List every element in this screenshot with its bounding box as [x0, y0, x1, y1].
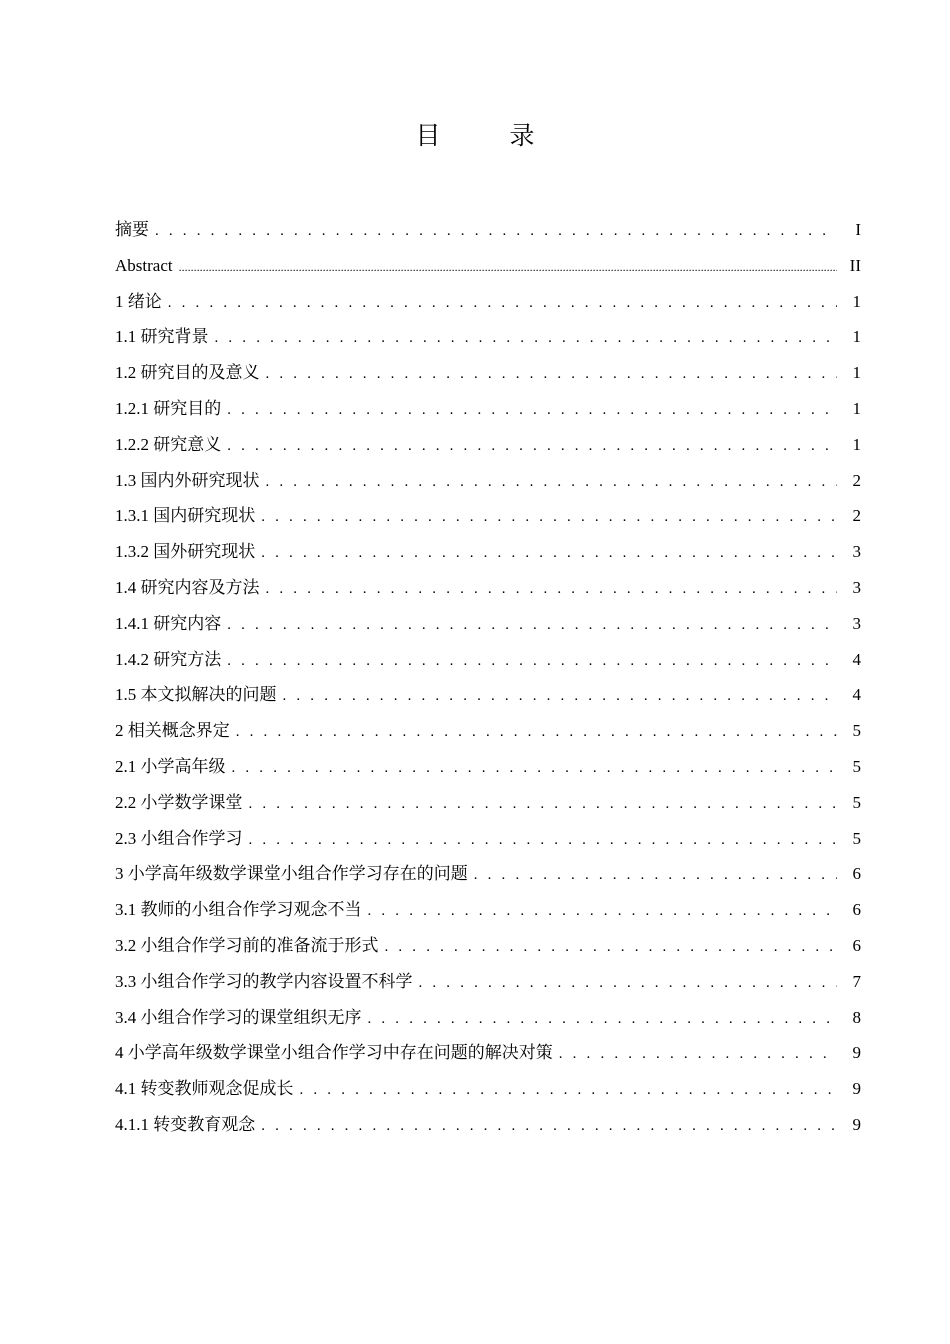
toc-page-number: 5	[852, 792, 861, 812]
toc-entry-label: 1.4.2 研究方法	[115, 649, 222, 669]
toc-page-number: 1	[852, 398, 861, 418]
toc-dot-leader	[227, 644, 837, 678]
toc-entry-label: 1.3.1 国内研究现状	[115, 506, 256, 526]
toc-entry-label: 4 小学高年级数学课堂小组合作学习中存在问题的解决对策	[115, 1043, 553, 1063]
toc-entry-abstract-en[interactable]	[115, 248, 861, 284]
toc-entry-1-3-2[interactable]	[115, 534, 861, 570]
toc-entry-label: 1.4 研究内容及方法	[115, 577, 260, 597]
toc-entry-1-4-2[interactable]	[115, 642, 861, 678]
toc-page-number: 8	[852, 1007, 861, 1027]
toc-page-number: 4	[852, 685, 861, 705]
toc-dot-leader	[227, 429, 837, 463]
toc-dot-leader	[232, 751, 838, 785]
toc-entry-label: 1.2.1 研究目的	[115, 398, 222, 418]
toc-page-number: 1	[852, 327, 861, 347]
toc-entry-abstract-cn[interactable]	[115, 212, 861, 248]
toc-page-number: 3	[852, 613, 861, 633]
toc-dot-leader	[261, 536, 837, 570]
toc-page-number: 3	[852, 542, 861, 562]
toc-entry-1[interactable]	[115, 284, 861, 320]
toc-dot-leader	[266, 465, 838, 499]
toc-dot-leader	[168, 286, 837, 320]
toc-entry-1-1[interactable]	[115, 319, 861, 355]
toc-entry-label: 2.2 小学数学课堂	[115, 792, 243, 812]
toc-dot-leader	[236, 715, 837, 749]
toc-page-number: 4	[852, 649, 861, 669]
toc-entry-3-1[interactable]	[115, 892, 861, 928]
toc-page-number: 1	[852, 291, 861, 311]
toc-entry-label: 1.2 研究目的及意义	[115, 363, 260, 383]
toc-dot-leader	[283, 679, 838, 713]
toc-dot-leader	[474, 858, 837, 892]
toc-dot-leader	[227, 393, 837, 427]
toc-page-number: 6	[852, 900, 861, 920]
toc-page-number: 5	[852, 756, 861, 776]
toc-entry-label: 3.2 小组合作学习前的准备流于形式	[115, 935, 379, 955]
toc-page-number: 6	[852, 864, 861, 884]
toc-page-number: 2	[852, 506, 861, 526]
toc-entry-3-3[interactable]	[115, 964, 861, 1000]
toc-entry-4-1[interactable]	[115, 1071, 861, 1107]
toc-page-number: 9	[852, 1043, 861, 1063]
toc-page-number: 2	[852, 470, 861, 490]
toc-dot-leader	[368, 894, 838, 928]
toc-entry-label: 1.5 本文拟解决的问题	[115, 685, 277, 705]
toc-entry-4-1-1[interactable]	[115, 1107, 861, 1143]
toc-entry-label: 4.1.1 转变教育观念	[115, 1114, 256, 1134]
toc-page-number: 1	[852, 363, 861, 383]
toc-entry-2[interactable]	[115, 713, 861, 749]
toc-dot-leader	[300, 1073, 838, 1107]
toc-page-number: 3	[852, 577, 861, 597]
toc-entry-1-3-1[interactable]	[115, 498, 861, 534]
toc-entry-label: 摘要	[115, 220, 149, 239]
toc-dot-leader	[266, 357, 838, 391]
toc-entry-2-3[interactable]	[115, 821, 861, 857]
toc-page-number: 1	[852, 434, 861, 454]
toc-entry-1-3[interactable]	[115, 463, 861, 499]
toc-dot-leader	[249, 787, 838, 821]
toc-page-number: 5	[852, 721, 861, 741]
toc-entry-1-2[interactable]	[115, 355, 861, 391]
toc-entry-label: 1.1 研究背景	[115, 327, 209, 347]
toc-dot-leader	[385, 930, 838, 964]
toc-entry-label: 1.4.1 研究内容	[115, 613, 222, 633]
toc-entry-1-5[interactable]	[115, 677, 861, 713]
toc-entry-3[interactable]	[115, 856, 861, 892]
toc-entry-label: 3 小学高年级数学课堂小组合作学习存在的问题	[115, 864, 468, 884]
toc-entry-label: 1.3 国内外研究现状	[115, 470, 260, 490]
toc-entry-label: Abstract	[115, 255, 173, 275]
page-title: 目 录	[415, 123, 557, 150]
toc-entry-label: 2.3 小组合作学习	[115, 828, 243, 848]
toc-entry-1-4[interactable]	[115, 570, 861, 606]
toc-entry-3-4[interactable]	[115, 1000, 861, 1036]
toc-entry-2-1[interactable]	[115, 749, 861, 785]
toc-entry-3-2[interactable]	[115, 928, 861, 964]
toc-dot-leader	[368, 1002, 838, 1036]
toc-page-number: I	[855, 220, 861, 239]
toc-entry-1-2-2[interactable]	[115, 427, 861, 463]
toc-entry-label: 2.1 小学高年级	[115, 756, 226, 776]
toc-entry-4[interactable]	[115, 1035, 861, 1071]
table-of-contents	[115, 212, 861, 1143]
toc-page-number: II	[849, 255, 861, 275]
toc-entry-label: 1 绪论	[115, 291, 162, 311]
toc-dot-leader	[261, 1109, 837, 1143]
toc-dot-leader	[266, 572, 838, 606]
toc-entry-label: 2 相关概念界定	[115, 721, 230, 741]
toc-entry-label: 1.3.2 国外研究现状	[115, 542, 256, 562]
toc-page-number: 5	[852, 828, 861, 848]
toc-dot-leader	[249, 823, 838, 857]
toc-entry-label: 3.3 小组合作学习的教学内容设置不科学	[115, 971, 413, 991]
toc-entry-2-2[interactable]	[115, 785, 861, 821]
toc-entry-label: 3.1 教师的小组合作学习观念不当	[115, 900, 362, 920]
toc-page-number: 7	[852, 971, 861, 991]
toc-dot-leader	[559, 1037, 837, 1071]
toc-dot-leader	[419, 966, 838, 1000]
toc-entry-1-2-1[interactable]	[115, 391, 861, 427]
toc-entry-label: 4.1 转变教师观念促成长	[115, 1079, 294, 1099]
toc-dot-leader	[155, 214, 837, 248]
toc-dot-leader	[215, 321, 838, 355]
toc-page-number: 9	[852, 1079, 861, 1099]
toc-entry-1-4-1[interactable]	[115, 606, 861, 642]
toc-dot-leader	[227, 608, 837, 642]
toc-entry-label: 1.2.2 研究意义	[115, 434, 222, 454]
toc-page-number: 9	[852, 1114, 861, 1134]
toc-page-number: 6	[852, 935, 861, 955]
toc-dot-leader	[179, 250, 837, 284]
toc-entry-label: 3.4 小组合作学习的课堂组织无序	[115, 1007, 362, 1027]
toc-dot-leader	[261, 500, 837, 534]
